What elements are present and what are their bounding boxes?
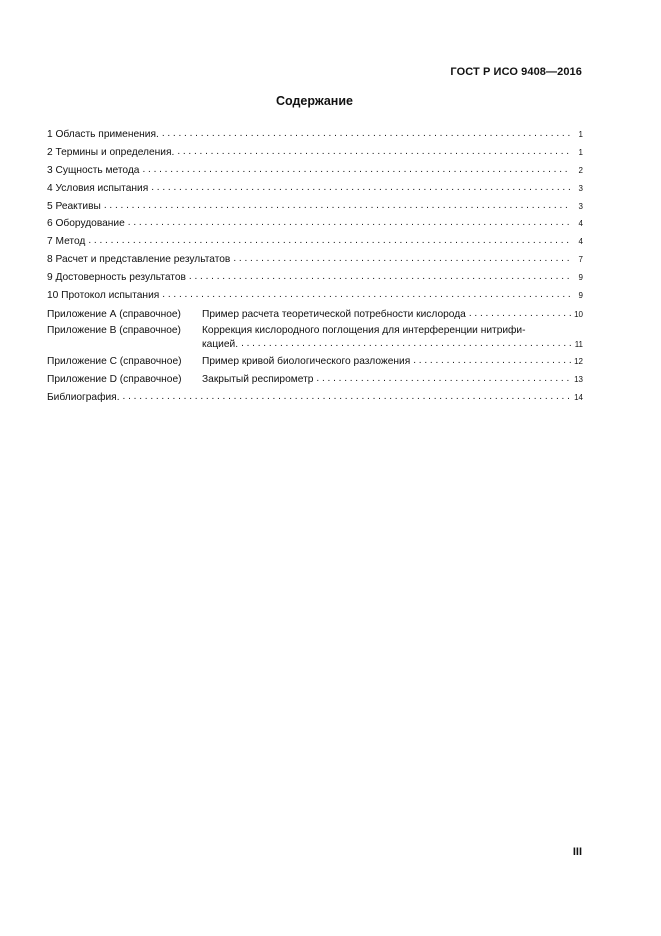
toc-entry[interactable] — [47, 162, 583, 180]
toc-entry-page: 13 — [574, 374, 583, 384]
toc-entry-page: 11 — [574, 340, 583, 350]
toc-appendix-entry[interactable] — [47, 324, 583, 339]
toc-entry[interactable] — [47, 180, 583, 198]
toc-entry-page: 12 — [574, 356, 583, 366]
toc-entry[interactable] — [47, 198, 583, 216]
toc-entry-label: 1 Область применения. — [47, 129, 159, 140]
dot-leader — [413, 352, 571, 370]
dot-leader — [162, 286, 571, 304]
toc-entry-label: 8 Расчет и представление результатов — [47, 254, 231, 266]
table-of-contents — [47, 126, 583, 406]
toc-entry-label: 2 Термины и определения. — [47, 146, 175, 158]
toc-entry[interactable] — [47, 269, 583, 287]
toc-entry-label: 9 Достоверность результатов — [47, 272, 186, 284]
dot-leader — [142, 161, 571, 179]
page-number: III — [572, 846, 582, 858]
appendix-prefix: Приложение D (справочное) — [47, 373, 182, 385]
toc-appendix-entry[interactable] — [47, 353, 583, 371]
appendix-prefix: Приложение С (справочное) — [47, 355, 182, 367]
dot-leader — [177, 143, 571, 161]
toc-entry-label: 3 Сущность метода — [47, 164, 140, 176]
toc-entry[interactable] — [47, 287, 583, 305]
appendix-title-continuation: кацией. — [202, 339, 239, 351]
toc-entry-page: 7 — [578, 255, 583, 265]
dot-leader — [123, 388, 571, 406]
toc-entry-page: 3 — [578, 183, 583, 193]
toc-bibliography-entry[interactable] — [47, 389, 583, 407]
dot-leader — [88, 232, 571, 250]
toc-entry-label: Библиография. — [47, 391, 120, 403]
dot-leader — [128, 214, 571, 232]
dot-leader — [104, 197, 571, 215]
dot-leader — [469, 305, 571, 323]
page-title: Содержание — [275, 94, 353, 108]
toc-entry-page: 9 — [578, 273, 583, 283]
toc-entry[interactable] — [47, 126, 583, 144]
appendix-prefix: Приложение А (справочное) — [47, 308, 181, 320]
toc-entry-label: 10 Протокол испытания — [47, 290, 160, 302]
toc-entry-page: 4 — [578, 219, 583, 229]
toc-appendix-continuation[interactable] — [47, 338, 583, 353]
toc-entry[interactable] — [47, 251, 583, 269]
appendix-title: Пример расчета теоретической потребности кислорода — [202, 308, 466, 320]
dot-leader — [151, 179, 571, 197]
toc-entry-page: 10 — [574, 309, 583, 319]
toc-entry-label: 6 Оборудование — [47, 218, 125, 230]
toc-entry-page: 2 — [578, 165, 583, 175]
toc-entry[interactable] — [47, 215, 583, 233]
toc-entry-page: 14 — [574, 392, 583, 402]
toc-entry-label: 7 Метод — [47, 236, 86, 248]
toc-entry-label: 4 Условия испытания — [47, 182, 149, 194]
toc-appendix-entry[interactable] — [47, 306, 583, 324]
toc-entry-page: 9 — [578, 291, 583, 301]
dot-leader — [241, 337, 571, 352]
document-code: ГОСТ Р ИСО 9408—2016 — [450, 66, 582, 78]
toc-entry-page: 1 — [578, 130, 583, 139]
dot-leader — [162, 125, 571, 143]
toc-entry-page: 4 — [578, 237, 583, 247]
dot-leader — [233, 250, 571, 268]
appendix-title: Закрытый респирометр — [202, 373, 314, 385]
appendix-prefix: Приложение В (справочное) — [47, 324, 181, 336]
toc-appendix-entry[interactable] — [47, 371, 583, 389]
toc-entry[interactable] — [47, 233, 583, 251]
toc-entry-page: 1 — [578, 147, 583, 157]
toc-entry[interactable] — [47, 144, 583, 162]
appendix-title: Пример кривой биологического разложения — [202, 355, 411, 367]
toc-entry-page: 3 — [578, 201, 583, 211]
dot-leader — [189, 268, 571, 286]
toc-entry-label: 5 Реактивы — [47, 200, 101, 212]
appendix-title: Коррекция кислородного поглощения для интерференции нитрифи- — [202, 324, 526, 336]
dot-leader — [316, 370, 571, 388]
